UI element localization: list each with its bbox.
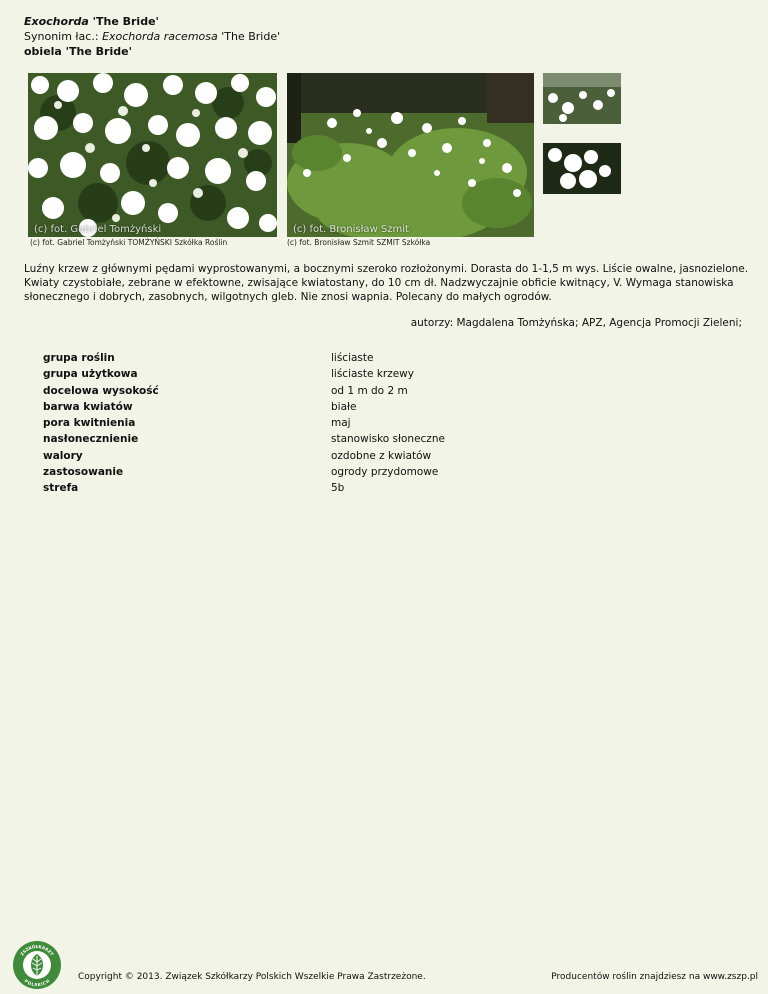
producers-link[interactable]: Producentów roślin znajdziesz na www.zszp.pl — [551, 972, 758, 982]
plant-description: Luźny krzew z głównymi pędami wyprostowanymi, a bocznymi szeroko rozłożonymi. Dorasta do 1-1,5 m wys. Liście owalne, jasnozielone. Kwiaty czystobiałe, zebrane w efektowne, zwisające kwiatostany, do 10 cm dł. Nadzwyczajnie obficie kwitnący, V. Wymaga stanowiska słonecznego i dobrych, zasobnych, wilgotnych gleb. Nie znosi wapnia. Polecany do małych ogrodów. — [24, 263, 749, 303]
synonym-prefix: Synonim łac.: — [24, 30, 103, 43]
blossom-photo-1 — [28, 73, 277, 237]
photo-2-caption: (c) fot. Bronisław Szmit SZMIT Szkółka — [287, 238, 431, 247]
copyright-text: Copyright © 2013. Związek Szkółkarzy Polskich Wszelkie Prawa Zastrzeżone. — [78, 972, 426, 982]
logo-text-top: ZSZKÓŁKARZY — [19, 943, 55, 957]
zszp-logo[interactable] — [12, 940, 62, 990]
property-value: ogrody przydomowe — [331, 466, 439, 479]
synonym-cultivar: 'The Bride' — [217, 30, 281, 43]
title-line — [24, 14, 280, 29]
thumbnail-2[interactable] — [543, 143, 621, 194]
property-label: zastosowanie — [43, 466, 124, 479]
synonym-latin: Exochorda racemosa — [102, 30, 218, 43]
thumbnail-1-image — [543, 73, 621, 124]
property-label: grupa użytkowa — [43, 368, 138, 381]
photo-1-watermark: (c) fot. Gabriel Tomżyński — [34, 224, 162, 235]
property-label: docelowa wysokość — [43, 384, 159, 397]
thumbnail-2-image — [543, 143, 621, 194]
header — [24, 14, 280, 59]
synonym-line — [24, 29, 280, 44]
property-label: nasłonecznienie — [43, 433, 139, 446]
authors-line: autorzy: Magdalena Tomżyńska; APZ, Agencja Promocji Zieleni; — [410, 317, 742, 329]
property-value: ozdobne z kwiatów — [331, 449, 432, 462]
leaf-seal-icon — [12, 940, 62, 990]
property-label: pora kwitnienia — [43, 417, 136, 430]
property-value: białe — [331, 400, 357, 413]
property-value: liściaste — [331, 352, 374, 364]
property-value: maj — [331, 417, 351, 430]
property-value: 5b — [331, 482, 345, 495]
cultivar-name: 'The Bride' — [88, 15, 159, 28]
property-value: od 1 m do 2 m — [331, 384, 408, 397]
property-value: liściaste krzewy — [331, 368, 414, 381]
property-label: barwa kwiatów — [43, 400, 133, 413]
latin-genus: Exochorda — [24, 15, 89, 28]
polish-name: obiela 'The Bride' — [24, 45, 132, 58]
property-value: stanowisko słoneczne — [331, 433, 445, 446]
property-label: strefa — [43, 482, 79, 495]
photo-2-watermark: (c) fot. Bronisław Szmit — [293, 224, 409, 235]
property-label: walory — [43, 449, 83, 462]
logo-text-bottom: POLSKICH — [23, 978, 51, 988]
property-label: grupa roślin — [43, 352, 115, 364]
photo-main-2[interactable] — [287, 73, 534, 237]
photo-1-caption: (c) fot. Gabriel Tomżyński TOMŻYŃSKI Szkółka Roślin — [30, 238, 228, 247]
shrub-photo-2 — [287, 73, 534, 237]
thumbnail-1[interactable] — [543, 73, 621, 124]
photo-main-1[interactable] — [28, 73, 277, 237]
